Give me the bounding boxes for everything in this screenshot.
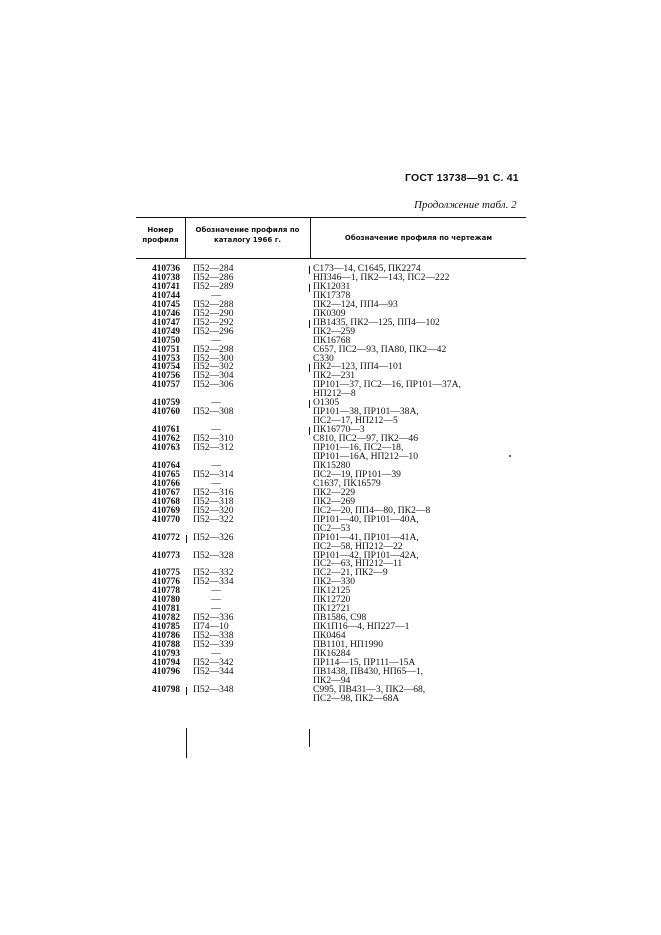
table-row (0, 683, 661, 704)
profile-number: 410793 (152, 648, 180, 659)
catalog-designation: П52—308 (193, 406, 234, 418)
profile-number: 410760 (152, 407, 180, 418)
catalog-designation: П52—318 (193, 495, 234, 507)
column-header-line: Обозначение профиля по чертежам (344, 234, 493, 242)
profile-number: 410785 (152, 622, 180, 633)
drawing-designation-line: ПС2—17, НП212—5 (313, 415, 398, 427)
drawing-designation-line: ПК2—269 (313, 495, 356, 507)
drawing-designation-line: С995, ПВ431—3, ПК2—68, (313, 683, 426, 695)
profile-number: 410747 (152, 317, 180, 328)
column-tick (309, 320, 310, 328)
drawing-designation-line: ПС2—98, ПК2—68А (313, 692, 400, 704)
profile-number: 410782 (152, 613, 180, 624)
drawing-designation-line: ПК17378 (313, 289, 351, 301)
drawing-designation-line: ПР101—40, ПР101—40А, (313, 513, 419, 525)
drawing-designation-line: С1637, ПК16579 (313, 477, 381, 489)
drawing-designation-line: ПК16770—3 (313, 424, 365, 436)
catalog-designation: П52—306 (193, 379, 234, 391)
profile-number: 410746 (152, 308, 180, 319)
catalog-designation: П52—332 (193, 567, 234, 579)
catalog-designation: П52—296 (193, 325, 234, 337)
profile-number: 410794 (152, 657, 180, 668)
drawing-designation-line: ПР101—41, ПР101—41А, (313, 531, 419, 543)
catalog-designation: П52—320 (193, 504, 234, 516)
profile-number: 410766 (152, 478, 180, 489)
catalog-designation: — (211, 334, 221, 346)
column-tick (309, 284, 310, 292)
drawing-designation-line: С810, ПС2—97, ПК2—46 (313, 433, 419, 445)
profile-number: 410780 (152, 595, 180, 606)
drawing-designation-line: ПВ1586, С98 (313, 612, 367, 624)
catalog-designation: П52—322 (193, 513, 234, 525)
profile-number: 410786 (152, 631, 180, 642)
profile-number: 410772 (152, 532, 180, 543)
profile-number: 410767 (152, 487, 180, 498)
drawing-designation-line: ПВ1438, ПВ430, НП65—1, (313, 665, 424, 677)
profile-number: 410788 (152, 640, 180, 651)
drawing-designation-line: ПС2—63, НП212—11 (313, 558, 403, 570)
table-continuation-label: Продолжение табл. 2 (414, 199, 517, 211)
drawing-designation-line: ПР101—42, ПР101—42А, (313, 549, 419, 561)
drawing-designation-line: ПК2—94 (313, 674, 351, 686)
column-tick (309, 266, 310, 274)
profile-number: 410778 (152, 586, 180, 597)
catalog-designation: П52—312 (193, 442, 234, 454)
profile-number: 410798 (152, 684, 180, 695)
drawing-designation-line: ПС2—58, НП212—22 (313, 540, 403, 552)
profile-number: 410751 (152, 344, 180, 355)
column-tick (309, 364, 310, 372)
catalog-designation: П52—300 (193, 352, 234, 364)
drawing-designation-line: С330 (313, 352, 334, 364)
drawing-designation-line: ПК2—231 (313, 370, 356, 382)
profile-number: 410796 (152, 666, 180, 677)
drawing-designation-line: НП346—1, ПК2—143, ПС2—222 (313, 271, 450, 283)
table-header-rule (136, 258, 526, 259)
catalog-designation: П52—326 (193, 531, 234, 543)
profile-number: 410749 (152, 326, 180, 337)
drawing-designation-line: НП212—8 (313, 388, 356, 400)
profile-number: 410761 (152, 425, 180, 436)
catalog-designation: — (211, 459, 221, 471)
drawing-designation-line: С657, ПС2—93, ПА80, ПК2—42 (313, 343, 447, 355)
column-header-number (136, 225, 185, 245)
catalog-designation: П74—10 (193, 621, 229, 633)
drawing-designation-line: ПК12125 (313, 585, 351, 597)
catalog-designation: П52—286 (193, 271, 234, 283)
catalog-designation: П52—290 (193, 307, 234, 319)
catalog-designation: П52—292 (193, 316, 234, 328)
drawing-designation-line: ПВ1435, ПК2—125, ПП4—102 (313, 316, 440, 328)
column-tick (186, 535, 187, 543)
column-header-line: профиля (142, 236, 179, 244)
column-header-line: каталогу 1966 г. (213, 236, 282, 244)
drawing-designation-line: ПК0309 (313, 307, 346, 319)
drawing-designation (313, 513, 528, 534)
profile-number: 410764 (152, 460, 180, 471)
profile-number: 410736 (152, 264, 180, 274)
drawing-designation-line: ПС2—21, ПК2—9 (313, 567, 388, 579)
column-tick (309, 427, 310, 435)
catalog-designation: П52—310 (193, 433, 234, 445)
catalog-designation: П52—348 (193, 683, 234, 695)
drawing-designation (313, 381, 528, 399)
profile-number: 410741 (152, 281, 180, 292)
catalog-designation: П52—328 (193, 549, 234, 561)
catalog-designation: П52—302 (193, 361, 234, 373)
profile-number: 410753 (152, 353, 180, 364)
column-divider (186, 728, 187, 758)
catalog-designation: П52—334 (193, 576, 234, 588)
catalog-designation: П52—338 (193, 630, 234, 642)
table-body (0, 265, 661, 704)
column-header-drawings (311, 233, 526, 243)
drawing-designation-line: ПК2—123, ПП4—101 (313, 361, 403, 373)
profile-number: 410773 (152, 550, 180, 561)
profile-number: 410756 (152, 371, 180, 382)
drawing-designation-line: О1305 (313, 397, 340, 409)
profile-number: 410744 (152, 290, 180, 301)
column-header-catalog (186, 225, 309, 245)
drawing-designation-line: ПК16284 (313, 647, 351, 659)
drawing-designation (313, 683, 528, 704)
drawing-designation-line: ПК2—229 (313, 486, 356, 498)
profile-number: 410754 (152, 362, 180, 373)
drawing-designation-line: ПР101—37, ПС2—16, ПР101—37А, (313, 379, 461, 391)
drawing-designation-line: ПК2—259 (313, 325, 356, 337)
profile-number: 410745 (152, 299, 180, 310)
drawing-designation-line: ПС2—19, ПР101—39 (313, 468, 401, 480)
profile-number: 410769 (152, 505, 180, 516)
catalog-designation: П52—284 (193, 263, 234, 274)
drawing-designation-line: ПС2—53 (313, 522, 351, 534)
drawing-designation-line: ПР101—16, ПС2—18, (313, 442, 404, 454)
drawing-designation (313, 531, 528, 552)
profile-number: 410759 (152, 398, 180, 409)
column-tick (309, 400, 310, 408)
scan-speck (509, 455, 511, 457)
drawing-designation-line: ПК2—124, ПП4—93 (313, 298, 398, 310)
table-row (0, 513, 661, 534)
drawing-designation-line: ПК12720 (313, 594, 351, 606)
profile-number: 410738 (152, 272, 180, 283)
column-divider (309, 729, 310, 747)
profile-number: 410763 (152, 443, 180, 454)
catalog-designation: П52—288 (193, 298, 234, 310)
drawing-designation-line: ПС2—20, ПП4—80, ПК2—8 (313, 504, 431, 516)
catalog-designation: — (211, 289, 221, 301)
drawing-designation-line: ПК12031 (313, 280, 351, 292)
drawing-designation-line: С173—14, С1645, ПК2274 (313, 263, 421, 274)
catalog-designation: П52—336 (193, 612, 234, 624)
profile-number: 410757 (152, 380, 180, 391)
page-header: ГОСТ 13738—91 С. 41 (405, 172, 519, 184)
drawing-designation-line: ПР114—15, ПР111—15А (313, 656, 416, 668)
profile-number: 410765 (152, 469, 180, 480)
profile-number: 410750 (152, 335, 180, 346)
drawing-designation-line: ПВ1101, НП1990 (313, 639, 383, 651)
drawing-designation-line: ПК1П16—4, НП227—1 (313, 621, 410, 633)
profile-number: 410768 (152, 496, 180, 507)
profile-number: 410775 (152, 568, 180, 579)
profile-number: 410776 (152, 577, 180, 588)
catalog-designation: П52—344 (193, 665, 234, 677)
catalog-designation: П52—304 (193, 370, 234, 382)
profile-number: 410762 (152, 434, 180, 445)
profile-number: 410770 (152, 514, 180, 525)
drawing-designation-line: ПК12721 (313, 603, 351, 615)
catalog-designation: П52—339 (193, 639, 234, 651)
catalog-designation: П52—342 (193, 656, 234, 668)
drawing-designation-line: ПР101—16А, НП212—10 (313, 451, 419, 463)
drawing-designation (313, 343, 528, 355)
column-tick (186, 687, 187, 695)
catalog-designation: П52—298 (193, 343, 234, 355)
drawing-designation-line: ПК0464 (313, 630, 346, 642)
drawing-designation-line: ПК2—330 (313, 576, 356, 588)
catalog-designation: — (211, 477, 221, 489)
catalog-designation: П52—289 (193, 280, 234, 292)
profile-number: 410781 (152, 604, 180, 615)
table-top-rule (136, 217, 526, 218)
catalog-designation: П52—316 (193, 486, 234, 498)
catalog-designation: — (211, 424, 221, 436)
catalog-designation: П52—314 (193, 468, 234, 480)
table-row (0, 531, 661, 552)
catalog-designation: — (211, 594, 221, 606)
catalog-designation: — (211, 397, 221, 409)
drawing-designation-line: ПК16768 (313, 334, 351, 346)
drawing-designation-line: ПК15280 (313, 459, 351, 471)
column-header-line: Обозначение профиля по (195, 226, 300, 234)
catalog-designation: — (211, 585, 221, 597)
column-header-line: Номер (147, 226, 174, 234)
catalog-designation: — (211, 603, 221, 615)
drawing-designation-line: ПР101—38, ПР101—38А, (313, 406, 419, 418)
catalog-designation: — (211, 647, 221, 659)
